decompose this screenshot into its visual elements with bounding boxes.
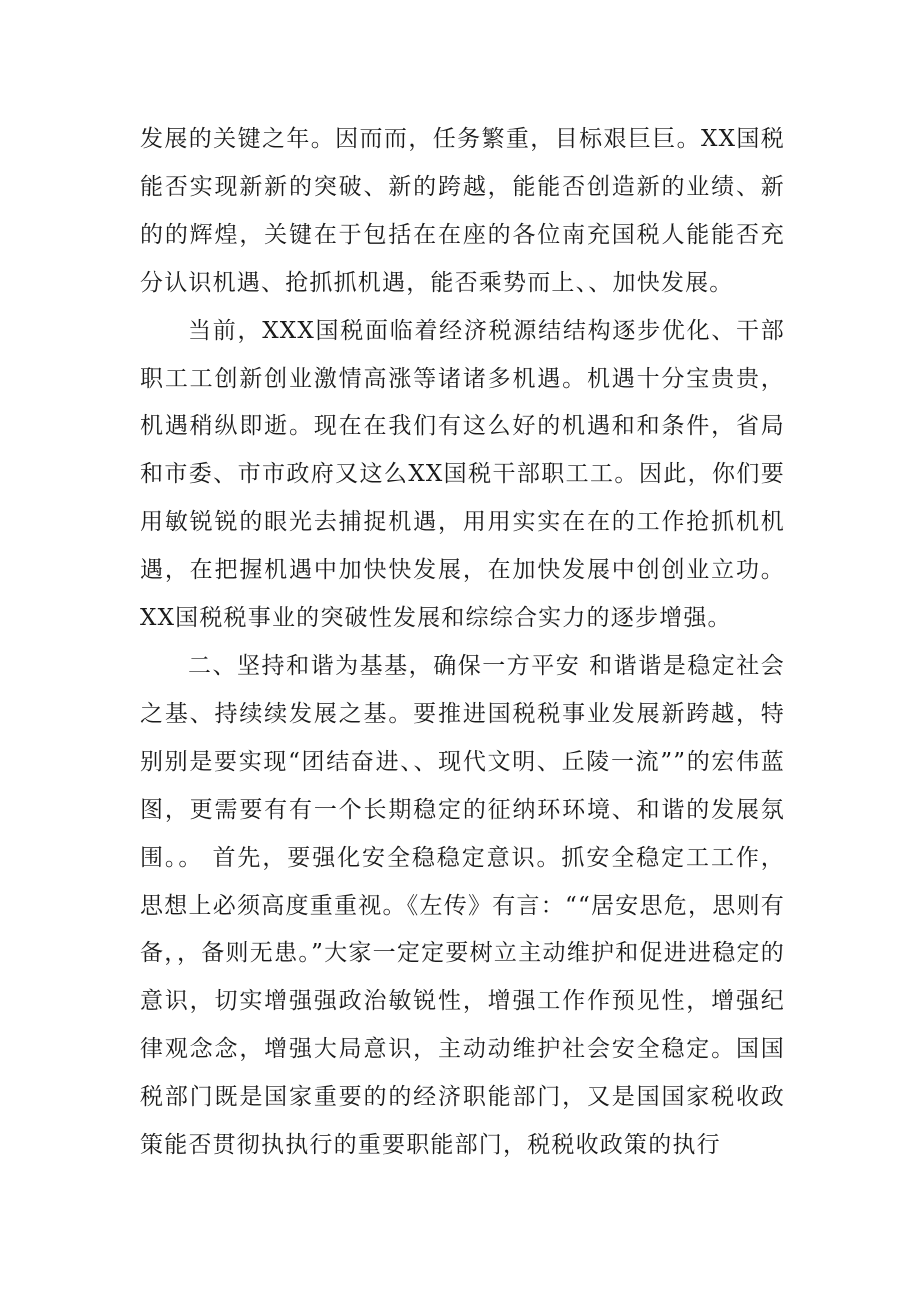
paragraph-1: 发展的关键之年。因而而，任务繁重，目标艰巨巨。XX国税能否实现新新的突破、新的跨越，能能否创造新的业绩、新的的辉煌，关键在于包括在在座的各位南充国税人能能否充分认识机遇、抢抓抓机遇，能否乘势而上、、加快发展。 xyxy=(140,126,785,296)
paragraph-2: 当前，XXX国税面临着经济税源结结构逐步优化、干部职工工创新创业激情高涨等诸诸多机遇。机遇十分宝贵贵，机遇稍纵即逝。现在在我们有这么好的机遇和和条件，省局和市委、市市政府又这么XX国税干部职工工。因此，你们要用敏锐锐的眼光去捕捉机遇，用用实实在在的工作抢抓机机遇，在把握机遇中加快快发展，在加快发展中创创业立功。XX国税税事业的突破性发展和综综合实力的逐步增强。 xyxy=(140,317,785,632)
document-body xyxy=(140,116,785,1170)
paragraph-3: 二、坚持和谐为基基，确保一方平安 和谐谐是稳定社会之基、持续续发展之基。要推进国税税事业发展新跨越，特别别是要实现“团结奋进、、现代文明、丘陵一流””的宏伟蓝图，更需要有有一个长期稳定的征纳环环境、和谐的发展氛围。。 首先，要强化安全稳稳定意识。抓安全稳定工工作，思想上必须高度重重视。《左传》有言：““居安思危，思则有备，，备则无患。”大家一定定要树立主动维护和促进进稳定的意识，切实增强强政治敏锐性，增强工作作预见性，增强纪律观念念，增强大局意识，主动动维护社会安全稳定。国国税部门既是国家重要的的经济职能部门，又是国国家税收政策能否贯彻执执行的重要职能部门，税税收政策的执行 xyxy=(140,652,785,1159)
